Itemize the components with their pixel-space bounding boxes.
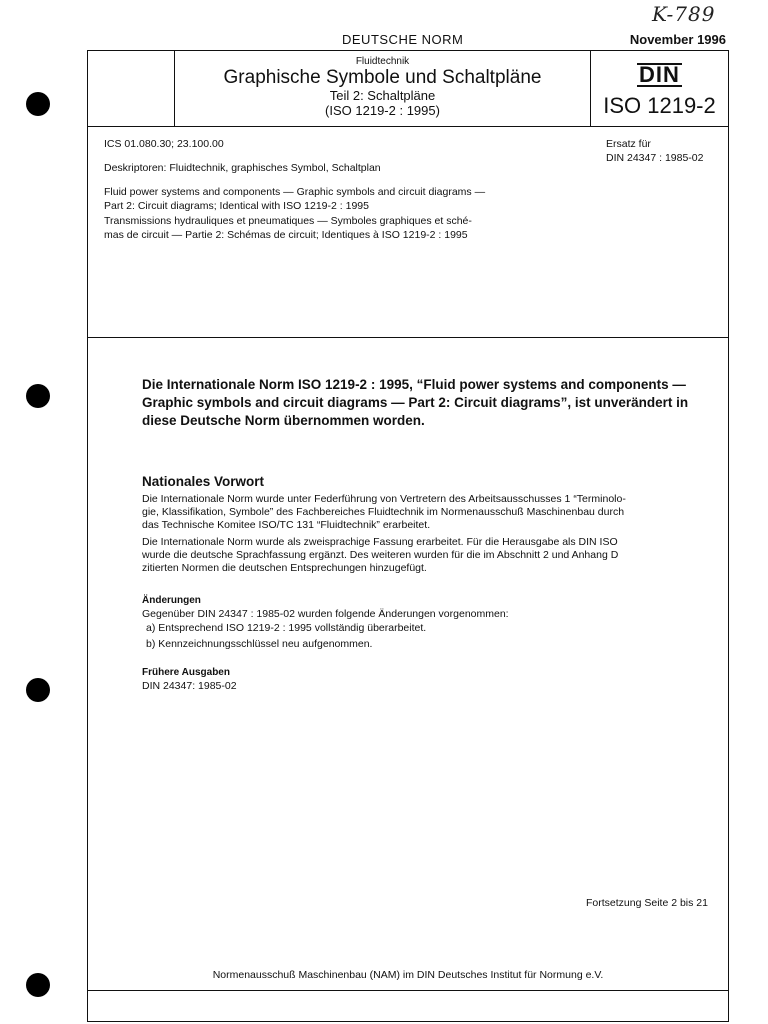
publisher-line: Normenausschuß Maschinenbau (NAM) im DIN Deutsches Institut für Normung e.V. <box>212 969 604 981</box>
ics-code: ICS 01.080.30; 23.100.00 <box>104 138 224 150</box>
change-item-b: b) Kennzeichnungsschlüssel neu aufgenommen. <box>146 638 373 650</box>
document-frame <box>87 50 729 1022</box>
replaces-value: DIN 24347 : 1985-02 <box>606 152 704 164</box>
french-title-line-2: mas de circuit — Partie 2: Schémas de circuit; Identiques à ISO 1219-2 : 1995 <box>104 229 468 241</box>
title-block-center <box>175 51 591 126</box>
foreword-p2-line-1: Die Internationale Norm wurde als zweisprachige Fassung erarbeitet. Für die Herausgabe als DIN ISO <box>142 536 618 548</box>
din-logo: DIN <box>639 62 680 87</box>
english-title-line-1: Fluid power systems and components — Graphic symbols and circuit diagrams — <box>104 186 486 198</box>
foreword-paragraph-1 <box>142 493 708 532</box>
foreword-p2-line-3: zitierten Normen die deutschen Entsprechungen hinzugefügt. <box>142 562 427 574</box>
adoption-line-1: Die Internationale Norm ISO 1219-2 : 1995, “Fluid power systems and components — <box>142 377 686 392</box>
publication-date: November 1996 <box>629 32 726 47</box>
changes-intro: Gegenüber DIN 24347 : 1985-02 wurden folgende Änderungen vorgenommen: <box>142 608 509 620</box>
title-block <box>88 51 728 127</box>
adoption-line-3: diese Deutsche Norm übernommen worden. <box>142 413 425 428</box>
change-item-a: a) Entsprechend ISO 1219-2 : 1995 vollständig überarbeitet. <box>146 622 427 634</box>
foreword-heading: Nationales Vorwort <box>142 474 265 489</box>
punch-hole-1 <box>26 92 50 116</box>
handwritten-note: K-789 <box>652 2 716 26</box>
english-title-line-2: Part 2: Circuit diagrams; Identical with ISO 1219-2 : 1995 <box>104 200 369 212</box>
iso-reference: (ISO 1219-2 : 1995) <box>325 103 440 118</box>
foreword-p2-line-2: wurde die deutsche Sprachfassung ergänzt. Des weiteren wurden für die im Abschnitt 2 und Anhang D <box>142 549 619 561</box>
document-title: Graphische Symbole und Schaltpläne <box>223 67 542 88</box>
adoption-statement <box>142 376 708 430</box>
replaces-label: Ersatz für <box>606 138 651 150</box>
metadata-section <box>88 127 728 338</box>
punch-hole-4 <box>26 973 50 997</box>
continuation-note: Fortsetzung Seite 2 bis 21 <box>586 897 708 909</box>
punch-hole-3 <box>26 678 50 702</box>
replaces-block <box>606 137 703 165</box>
adoption-line-2: Graphic symbols and circuit diagrams — Part 2: Circuit diagrams”, ist unverändert in <box>142 395 689 410</box>
french-title-line-1: Transmissions hydrauliques et pneumatiques — Symboles graphiques et sché- <box>104 215 472 227</box>
foreword-p1-line-2: gie, Klassifikation, Symbole” des Fachbereiches Fluidtechnik im Normenausschuß Maschinenbau durch <box>142 506 625 518</box>
descriptors: Deskriptoren: Fluidtechnik, graphisches Symbol, Schaltplan <box>104 162 381 174</box>
main-body <box>88 376 708 693</box>
previous-editions-heading: Frühere Ausgaben <box>142 667 230 678</box>
standard-number: ISO 1219-2 <box>603 93 716 118</box>
foreword-p1-line-3: das Technische Komitee ISO/TC 131 “Fluidtechnik” erarbeitet. <box>142 519 431 531</box>
part-title: Teil 2: Schaltpläne <box>329 88 436 103</box>
standard-type-label: DEUTSCHE NORM <box>342 32 464 47</box>
foreword-p1-line-1: Die Internationale Norm wurde unter Federführung von Vertretern des Arbeitsausschusses 1 “Terminolo- <box>142 493 626 505</box>
changes-heading: Änderungen <box>142 595 201 606</box>
footer-divider <box>88 990 728 991</box>
punch-hole-2 <box>26 384 50 408</box>
title-block-left-cell <box>88 51 175 126</box>
title-block-right <box>591 51 728 126</box>
subject-area: Fluidtechnik <box>355 56 410 67</box>
previous-editions-value: DIN 24347: 1985-02 <box>142 680 237 692</box>
foreword-paragraph-2 <box>142 536 708 575</box>
